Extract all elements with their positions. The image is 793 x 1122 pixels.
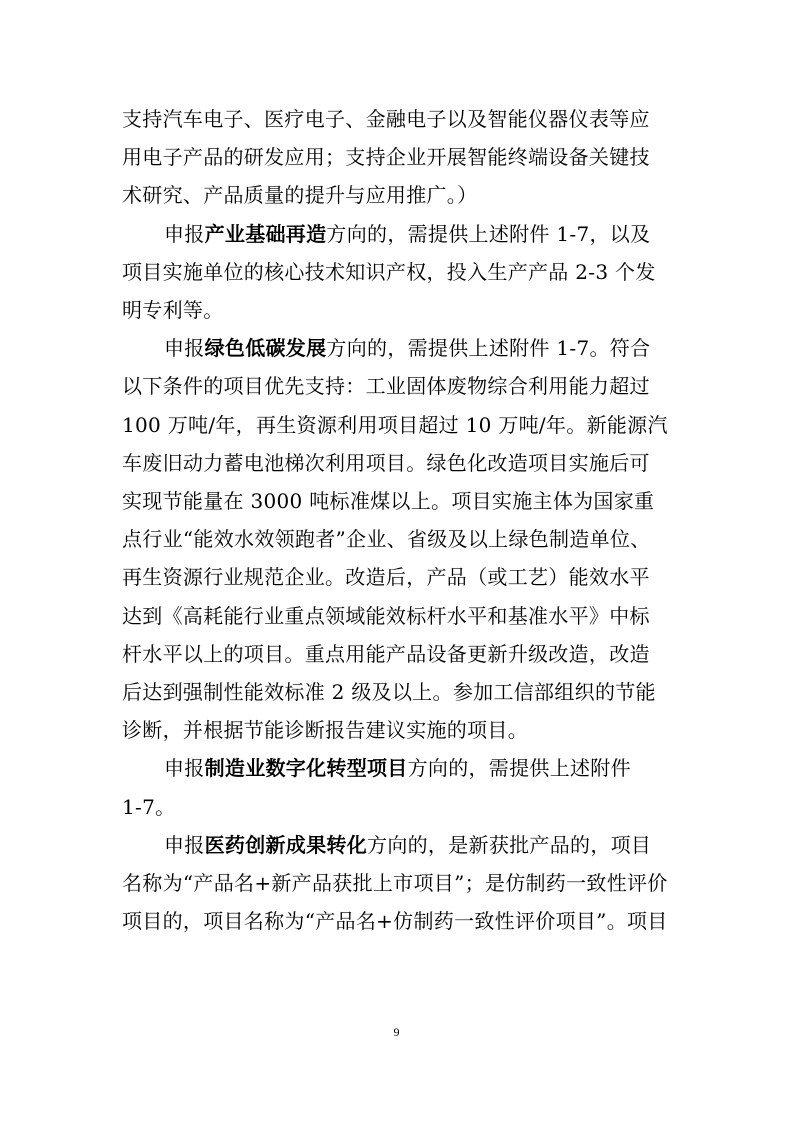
- paragraph-digital-transformation: [122, 749, 674, 825]
- paragraph-body: 方向的，需提供上述附件 1-7。符合 以下条件的项目优先支持：工业固体废物综合利用能力超过 100 万吨/年，再生资源利用项目超过 10 万吨/年。新能源汽 车废旧动力蓄电池梯次利用项目。绿色化改造项目实施后可 实现节能量在 3000 吨标准煤以上。项目实施主体为国家重 点行业“能效水效领跑者”企业、省级及以上绿色制造单位、 再生资源行业规范企业。改造后，产品（或工艺）能效水平 达到《高耗能行业重点领域能效标杆水平和基准水平》中标 杆水平以上的项目。重点用能产品设备更新升级改造，改造 后达到强制性能效标准 2 级及以上。参加工信部组织的节能 诊断，并根据节能诊断报告建议实施的项目。: [122, 336, 668, 743]
- paragraph-body: 方向的，是新获批产品的，项目 名称为“产品名+新产品获批上市项目”；是仿制药一致性评价 项目的，项目名称为“产品名+仿制药一致性评价项目”。项目: [122, 832, 668, 934]
- paragraph-prefix: 申报: [164, 832, 205, 857]
- category-heading-industrial-foundation: 产业基础再造: [204, 221, 327, 246]
- paragraph-body: 方向的，需提供上述附件 1-7。: [122, 756, 631, 819]
- paragraph-green-low-carbon: [122, 329, 674, 749]
- page-number: 9: [393, 1025, 400, 1039]
- paragraph-prefix: 申报: [164, 336, 205, 361]
- category-heading-pharma-innovation: 医药创新成果转化: [204, 832, 368, 857]
- paragraph-continuation: 支持汽车电子、医疗电子、金融电子以及智能仪器仪表等应 用电子产品的研发应用；支持企业开展智能终端设备关键技 术研究、产品质量的提升与应用推广。）: [122, 107, 650, 208]
- category-heading-digital-transformation: 制造业数字化转型项目: [204, 756, 408, 781]
- paragraph-prefix: 申报: [164, 221, 205, 246]
- paragraph-body: 方向的，需提供上述附件 1-7，以及 项目实施单位的核心技术知识产权，投入生产产品 2-3 个发 明专利等。: [122, 221, 656, 323]
- category-heading-green-low-carbon: 绿色低碳发展: [204, 336, 327, 361]
- paragraph-pharma-innovation: [122, 826, 674, 941]
- document-body: [122, 100, 674, 940]
- paragraph-industrial-foundation: [122, 215, 674, 330]
- paragraph-prefix: 申报: [164, 756, 205, 781]
